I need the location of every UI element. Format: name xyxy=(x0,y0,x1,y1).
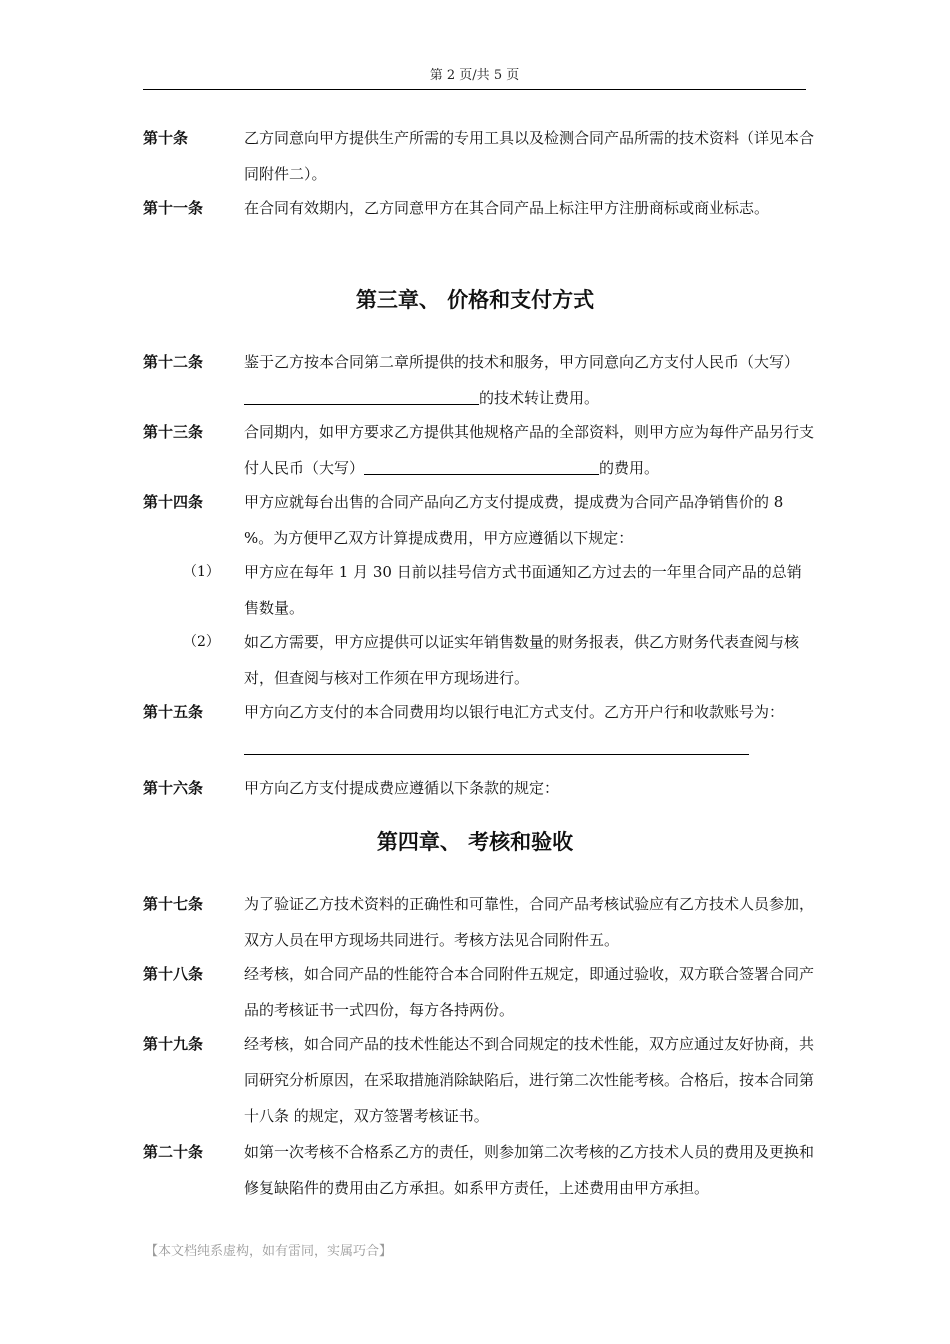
chapter-3-title: 第三章、 价格和支付方式 xyxy=(355,288,595,312)
article-label: 第十六条 xyxy=(143,779,204,797)
article-16 xyxy=(143,770,823,806)
article-text-part: 甲方向乙方支付的本合同费用均以银行电汇方式支付。乙方开户行和收款账号为： xyxy=(244,703,785,721)
article-text: 为了验证乙方技术资料的正确性和可靠性，合同产品考核试验应有乙方技术人员参加，双方人员在甲方现场共同进行。考核方法见合同附件五。 xyxy=(244,895,815,949)
article-label: 第十五条 xyxy=(143,703,204,721)
article-label: 第十三条 xyxy=(143,423,204,441)
article-text xyxy=(244,694,814,766)
fill-in-blank xyxy=(364,456,599,475)
article-text: 经考核，如合同产品的性能符合本合同附件五规定，即通过验收，双方联合签署合同产品的考核证书一式四份，每方各持两份。 xyxy=(244,965,815,1019)
article-15 xyxy=(143,694,823,766)
article-text-part: 的费用。 xyxy=(599,459,660,477)
article-text xyxy=(244,344,814,416)
page-number: 第 2 页/共 5 页 xyxy=(429,68,520,83)
article-label: 第十二条 xyxy=(143,353,204,371)
fill-in-blank xyxy=(244,386,479,405)
article-14-item-1 xyxy=(143,554,823,626)
article-14 xyxy=(143,484,823,556)
item-label: （2） xyxy=(183,634,220,650)
disclaimer-footer: 【本文档纯系虚构，如有雷同，实属巧合】 xyxy=(145,1244,393,1259)
article-18 xyxy=(143,956,823,1028)
article-text: 经考核，如合同产品的技术性能达不到合同规定的技术性能，双方应通过友好协商，共同研究分析原因，在采取措施消除缺陷后，进行第二次性能考核。合格后，按本合同第十八条 的规定，双方签署考核证书。 xyxy=(244,1035,815,1125)
article-20 xyxy=(143,1134,823,1206)
article-text: 乙方同意向甲方提供生产所需的专用工具以及检测合同产品所需的技术资料（详见本合同附件二）。 xyxy=(244,129,815,183)
article-13 xyxy=(143,414,823,486)
article-text-part: 鉴于乙方按本合同第二章所提供的技术和服务，甲方同意向乙方支付人民币（大写） xyxy=(244,353,800,371)
article-text: 甲方向乙方支付提成费应遵循以下条款的规定： xyxy=(244,779,560,797)
article-text-part: 的技术转让费用。 xyxy=(479,389,600,407)
article-label: 第十条 xyxy=(143,129,189,147)
article-label: 第十七条 xyxy=(143,895,204,913)
article-text: 如第一次考核不合格系乙方的责任，则参加第二次考核的乙方技术人员的费用及更换和修复缺陷件的费用由乙方承担。如系甲方责任，上述费用由甲方承担。 xyxy=(244,1143,815,1197)
article-11 xyxy=(143,190,823,226)
item-text: 如乙方需要，甲方应提供可以证实年销售数量的财务报表，供乙方财务代表查阅与核对，但查阅与核对工作须在甲方现场进行。 xyxy=(244,633,800,687)
article-text xyxy=(244,414,814,486)
article-label: 第十八条 xyxy=(143,965,204,983)
article-12 xyxy=(143,344,823,416)
account-number-blank xyxy=(244,736,749,755)
article-label: 第十一条 xyxy=(143,199,204,217)
article-14-item-2 xyxy=(143,624,823,696)
article-label: 第十九条 xyxy=(143,1035,204,1053)
item-label: （1） xyxy=(183,564,220,580)
article-text: 甲方应就每台出售的合同产品向乙方支付提成费，提成费为合同产品净销售价的 8 %。为方便甲乙双方计算提成费用，甲方应遵循以下规定： xyxy=(244,493,784,547)
article-19 xyxy=(143,1026,823,1134)
article-10 xyxy=(143,120,823,192)
article-text-part: 合同期内，如甲方要求乙方提供其他规格产品的全部资料，则甲方应为每件产品另行支付人民币（大写） xyxy=(244,423,815,477)
article-text: 在合同有效期内，乙方同意甲方在其合同产品上标注甲方注册商标或商业标志。 xyxy=(244,199,770,217)
article-label: 第十四条 xyxy=(143,493,204,511)
page-header xyxy=(143,64,806,90)
article-17 xyxy=(143,886,823,958)
article-label: 第二十条 xyxy=(143,1143,204,1161)
chapter-4-title: 第四章、 考核和验收 xyxy=(376,830,574,854)
item-text: 甲方应在每年 1 月 30 日前以挂号信方式书面通知乙方过去的一年里合同产品的总销售数量。 xyxy=(244,563,802,617)
